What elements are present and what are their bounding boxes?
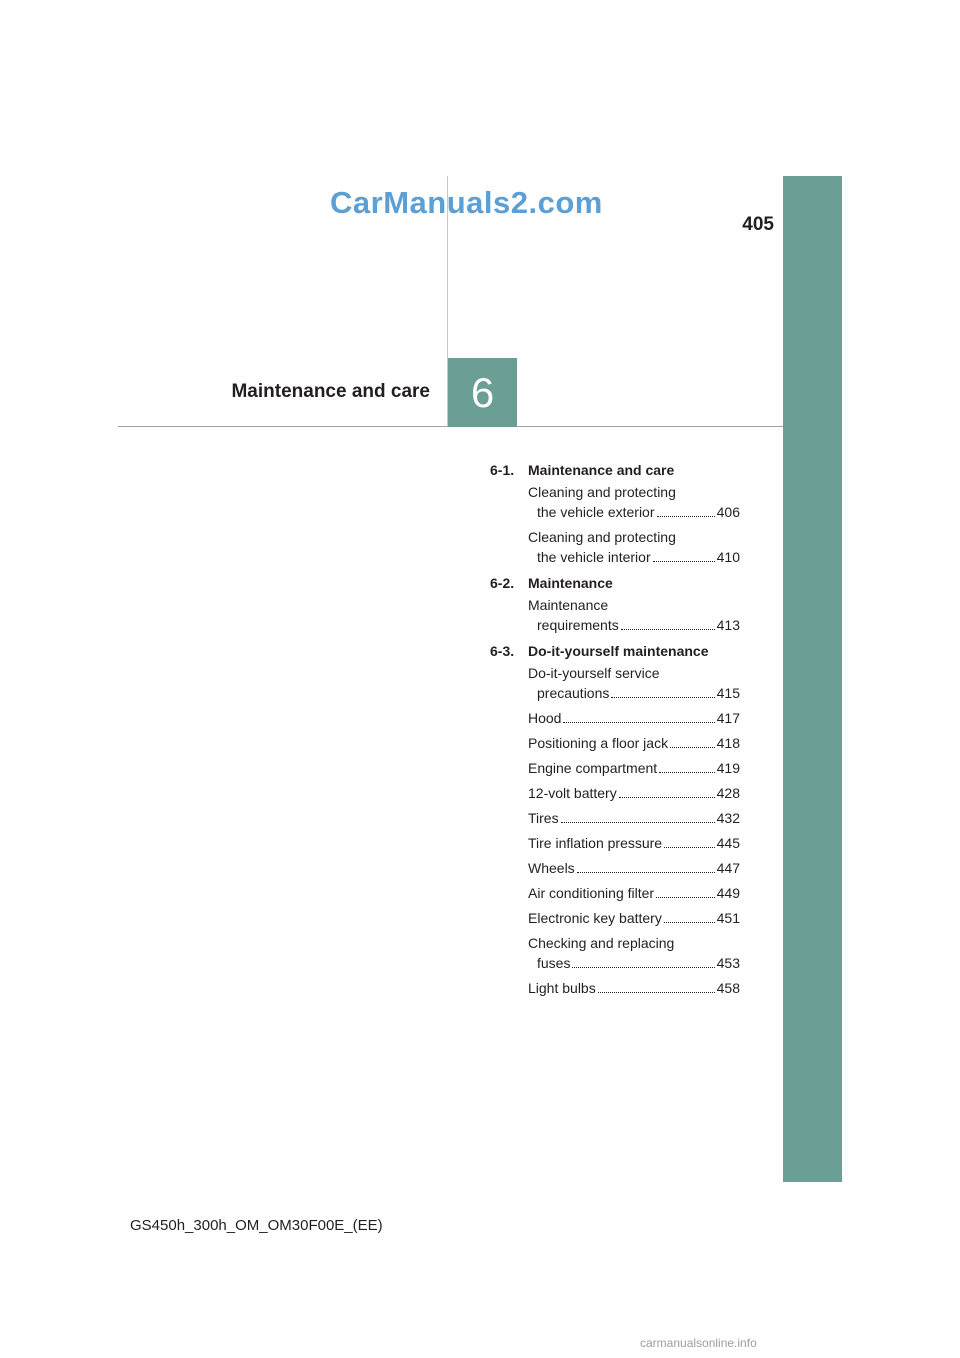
entry-page-number: 413 [716,617,740,633]
dot-leader [657,502,715,517]
section-number: 6-1. [490,462,515,478]
document-code: GS450h_300h_OM_OM30F00E_(EE) [130,1217,383,1234]
dot-leader [563,722,714,723]
chapter-title: Maintenance and care [231,381,430,402]
entry-title: Do-it-yourself service [528,665,660,681]
entry-title: Cleaning and protecting [528,484,676,500]
dot-leader [598,992,715,993]
entry-page-number: 453 [716,955,740,971]
table-of-contents [490,460,740,1004]
watermark-logo[interactable]: CarManuals2.com [330,185,603,220]
section-heading[interactable] [490,460,740,482]
entry-page-number: 449 [716,885,740,901]
entry-page-number: 432 [716,810,740,826]
toc-entry[interactable] [528,527,740,567]
toc-entry[interactable] [528,758,740,778]
section-heading[interactable] [490,573,740,595]
toc-entry[interactable] [528,708,740,728]
toc-entry[interactable] [528,908,740,928]
toc-entry[interactable] [528,933,740,973]
entry-page-number: 419 [716,760,740,776]
dot-leader [619,797,715,798]
entry-page-number: 458 [716,980,740,996]
dot-leader [577,872,715,873]
dot-leader [664,922,715,923]
entry-title-continued: precautions [537,685,610,701]
toc-entry[interactable] [528,833,740,853]
section-title: Maintenance [528,575,613,591]
chapter-side-tab [783,176,842,1182]
chapter-number-badge: 6 [448,358,517,427]
section-title: Do-it-yourself maintenance [528,643,709,659]
entry-page-number: 447 [716,860,740,876]
page-number: 405 [742,214,774,235]
toc-entry[interactable] [528,783,740,803]
toc-entry[interactable] [528,482,740,522]
toc-section [490,460,740,567]
section-title: Maintenance and care [528,462,675,478]
toc-section [490,573,740,635]
entry-title: Checking and replacing [528,935,675,951]
entry-title: Wheels [528,860,575,876]
dot-leader [664,847,715,848]
dot-leader [572,953,714,968]
toc-entry[interactable] [528,883,740,903]
dot-leader [653,547,715,562]
entry-title: Hood [528,710,562,726]
toc-entry[interactable] [528,808,740,828]
entry-page-number: 415 [716,685,740,701]
entry-page-number: 428 [716,785,740,801]
entry-title: Cleaning and protecting [528,529,676,545]
toc-entry[interactable] [528,663,740,703]
section-number: 6-2. [490,575,515,591]
entry-title: Engine compartment [528,760,658,776]
entry-title: Positioning a floor jack [528,735,669,751]
entry-title: Electronic key battery [528,910,662,926]
entry-title-continued: the vehicle interior [537,549,651,565]
entry-page-number: 451 [716,910,740,926]
entry-title: Tire inflation pressure [528,835,663,851]
entry-page-number: 406 [716,504,740,520]
entry-title: Light bulbs [528,980,596,996]
entry-title-continued: fuses [537,955,571,971]
footer-site-watermark[interactable]: carmanualsonline.info [640,1336,757,1350]
toc-entry[interactable] [528,858,740,878]
section-heading[interactable] [490,641,740,663]
entry-page-number: 445 [716,835,740,851]
section-number: 6-3. [490,643,515,659]
entry-page-number: 418 [716,735,740,751]
dot-leader [621,615,715,630]
dot-leader [611,683,714,698]
dot-leader [659,772,714,773]
toc-section [490,641,740,998]
entry-title: 12-volt battery [528,785,617,801]
dot-leader [656,897,715,898]
toc-entry[interactable] [528,733,740,753]
entry-title: Air conditioning filter [528,885,655,901]
entry-page-number: 410 [716,549,740,565]
entry-page-number: 417 [716,710,740,726]
dot-leader [670,747,715,748]
dot-leader [561,822,715,823]
toc-entry[interactable] [528,595,740,635]
entry-title-continued: requirements [537,617,619,633]
toc-entry[interactable] [528,978,740,998]
entry-title: Maintenance [528,597,609,613]
entry-title-continued: the vehicle exterior [537,504,655,520]
entry-title: Tires [528,810,559,826]
